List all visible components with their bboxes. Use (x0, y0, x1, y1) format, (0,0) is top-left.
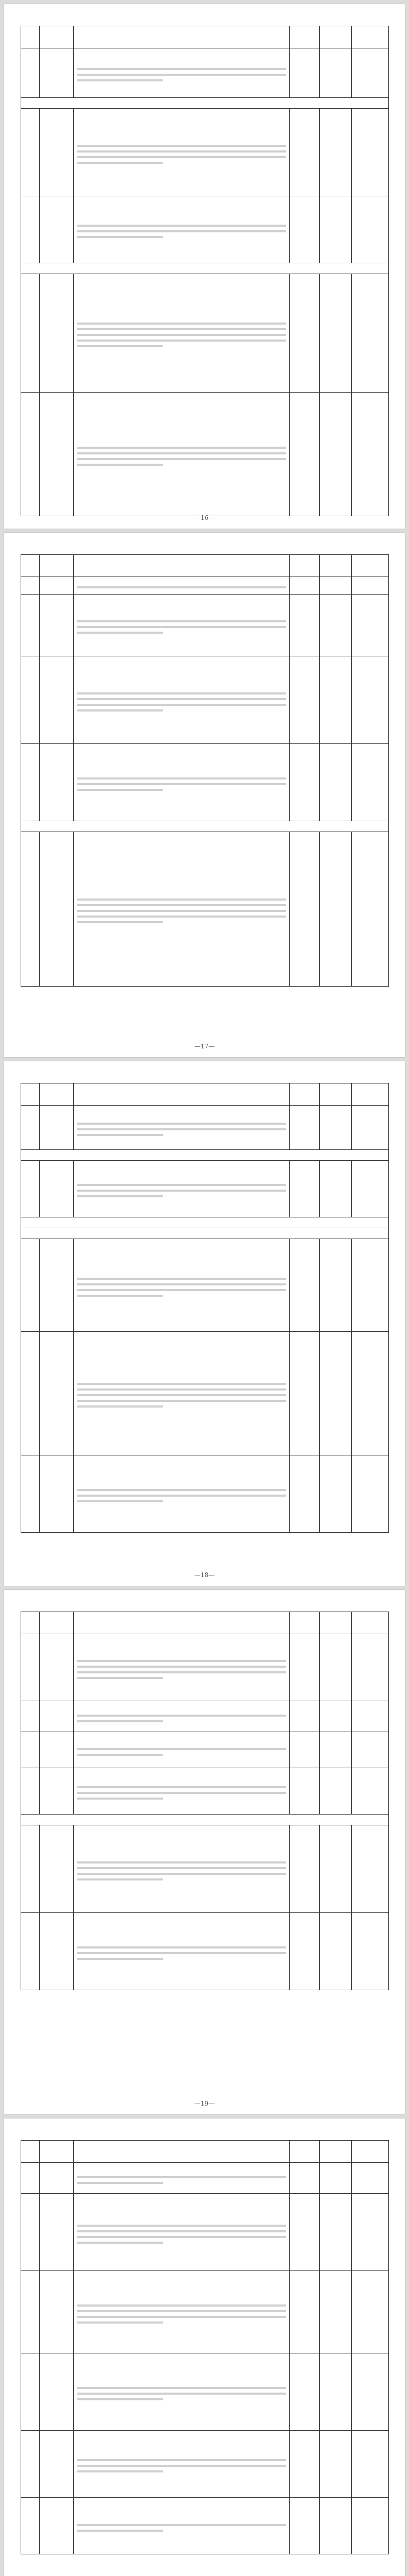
table-row (21, 2431, 389, 2498)
table-row (21, 577, 389, 595)
document-page (4, 533, 405, 1057)
table-row (21, 1239, 389, 1332)
page-number: —16— (194, 514, 215, 521)
page-number: —17— (194, 1043, 215, 1050)
table-row (21, 196, 389, 263)
policy-table (21, 554, 389, 987)
table-row (21, 656, 389, 744)
table-row (21, 595, 389, 656)
table-row (21, 48, 389, 98)
table-row (21, 1455, 389, 1533)
table-row (21, 2498, 389, 2554)
table-section-row (21, 1217, 389, 1228)
document-page (4, 1061, 405, 1586)
table-row (21, 274, 389, 393)
table-row (21, 744, 389, 821)
table-row (21, 1732, 389, 1768)
table-row (21, 393, 389, 516)
table-section-row (21, 1815, 389, 1825)
policy-table (21, 26, 389, 516)
table-row (21, 1634, 389, 1701)
table-section-row (21, 1228, 389, 1239)
document-page (4, 2119, 405, 2576)
table-row (21, 1825, 389, 1913)
table-row (21, 1161, 389, 1217)
table-header-row (21, 2141, 389, 2163)
table-section-row (21, 263, 389, 274)
table-section-row (21, 821, 389, 832)
table-row (21, 2194, 389, 2271)
table-row (21, 109, 389, 196)
table-header-row (21, 1083, 389, 1106)
policy-table (21, 1612, 389, 1990)
policy-table (21, 2140, 389, 2554)
table-row (21, 1701, 389, 1732)
table-row (21, 1913, 389, 1990)
document-page (4, 4, 405, 529)
policy-table (21, 1083, 389, 1533)
page-number: —18— (194, 1571, 215, 1579)
table-row (21, 832, 389, 987)
table-row (21, 1332, 389, 1455)
document-page (4, 1590, 405, 2114)
table-row (21, 1768, 389, 1815)
table-header-row (21, 555, 389, 577)
table-header-row (21, 26, 389, 48)
table-row (21, 2271, 389, 2353)
table-row (21, 2163, 389, 2194)
table-header-row (21, 1612, 389, 1634)
table-section-row (21, 98, 389, 109)
table-section-row (21, 1150, 389, 1161)
table-row (21, 1106, 389, 1150)
page-number: —19— (194, 2100, 215, 2107)
table-row (21, 2353, 389, 2431)
